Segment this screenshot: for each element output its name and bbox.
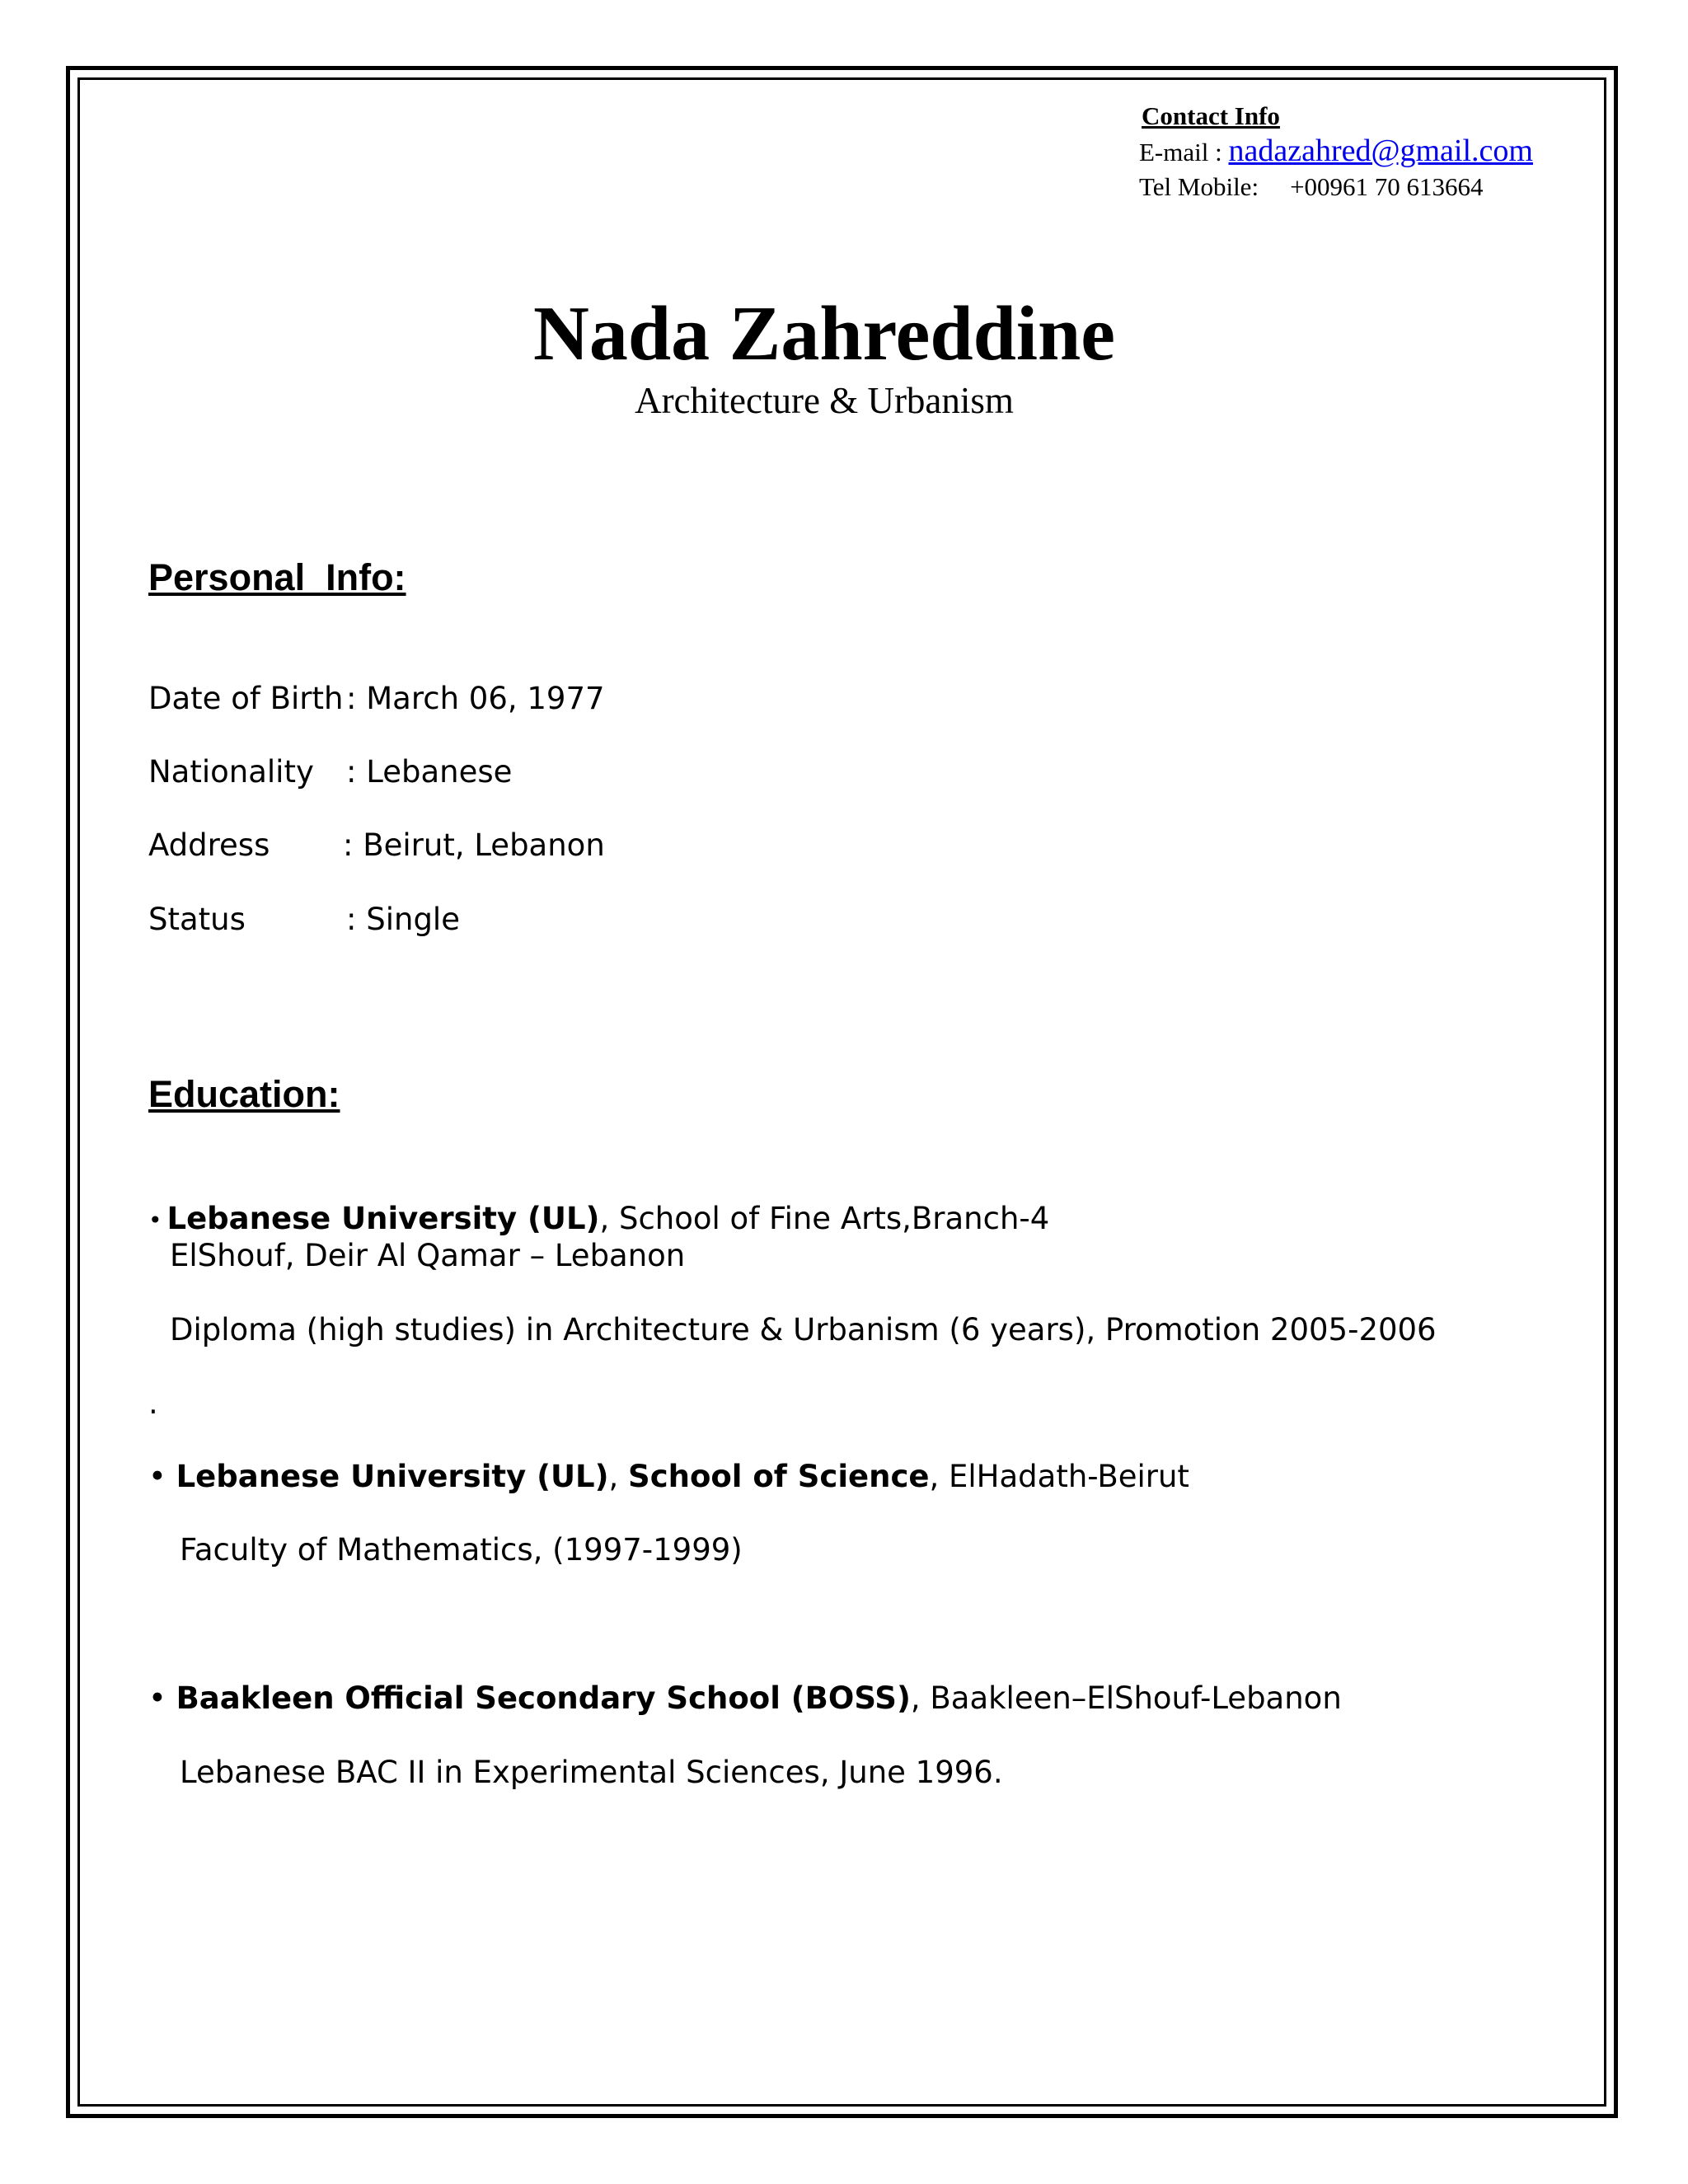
candidate-name: Nada Zahreddine xyxy=(532,291,1116,377)
email-row xyxy=(1139,134,1584,170)
institution-details: , Baakleen–ElShouf-Lebanon xyxy=(910,1680,1342,1716)
bullet: • xyxy=(148,1206,162,1234)
info-value: : Beirut, Lebanon xyxy=(343,827,605,863)
info-label: Status xyxy=(148,902,246,937)
candidate-title: Architecture & Urbanism xyxy=(635,380,1014,421)
info-value: : Single xyxy=(346,902,460,937)
phone-value: +00961 70 613664 xyxy=(1290,172,1484,201)
info-label: Nationality xyxy=(148,754,314,790)
info-row-address xyxy=(148,827,605,864)
institution-name: Lebanese University (UL) xyxy=(166,1201,600,1236)
school-name: School of Science xyxy=(628,1459,930,1494)
info-label: Date of Birth xyxy=(148,681,344,716)
info-row-nationality xyxy=(148,754,512,790)
education-entry-1-location: ElShouf, Deir Al Qamar – Lebanon xyxy=(170,1238,686,1273)
email-label: E-mail : xyxy=(1139,138,1222,166)
contact-heading: Contact Info xyxy=(1142,101,1280,130)
phone-label: Tel Mobile: xyxy=(1139,172,1259,201)
institution-name: Baakleen Official Secondary School (BOSS) xyxy=(176,1680,911,1716)
bullet: • xyxy=(148,1680,166,1716)
education-entry-3-degree: Lebanese BAC II in Experimental Sciences, June 1996. xyxy=(180,1755,1003,1790)
institution-details: , ElHadath-Beirut xyxy=(929,1459,1189,1494)
personal-info-heading: Personal Info: xyxy=(148,556,406,598)
info-value: : Lebanese xyxy=(346,754,513,790)
institution-name: Lebanese University (UL) xyxy=(176,1459,609,1494)
education-entry-1-title xyxy=(148,1200,1049,1240)
comma: , xyxy=(608,1459,619,1494)
email-link[interactable]: nadazahred@gmail.com xyxy=(1228,134,1533,168)
education-entry-2-degree: Faculty of Mathematics, (1997-1999) xyxy=(180,1532,743,1568)
info-row-status xyxy=(148,902,460,938)
education-heading: Education: xyxy=(148,1073,340,1115)
separator-dot: . xyxy=(148,1385,158,1421)
education-entry-3-title xyxy=(148,1680,1342,1718)
info-row-birth xyxy=(148,681,605,717)
contact-info-block xyxy=(1139,99,1584,204)
phone-row xyxy=(1139,170,1584,204)
info-label: Address xyxy=(148,827,270,863)
bullet: • xyxy=(148,1459,166,1494)
info-value: : March 06, 1977 xyxy=(346,681,605,716)
institution-details: , School of Fine Arts,Branch-4 xyxy=(599,1201,1050,1236)
education-entry-2-title xyxy=(148,1458,1189,1496)
education-entry-1-degree: Diploma (high studies) in Architecture & Urbanism (6 years), Promotion 2005-2006 xyxy=(170,1312,1437,1347)
